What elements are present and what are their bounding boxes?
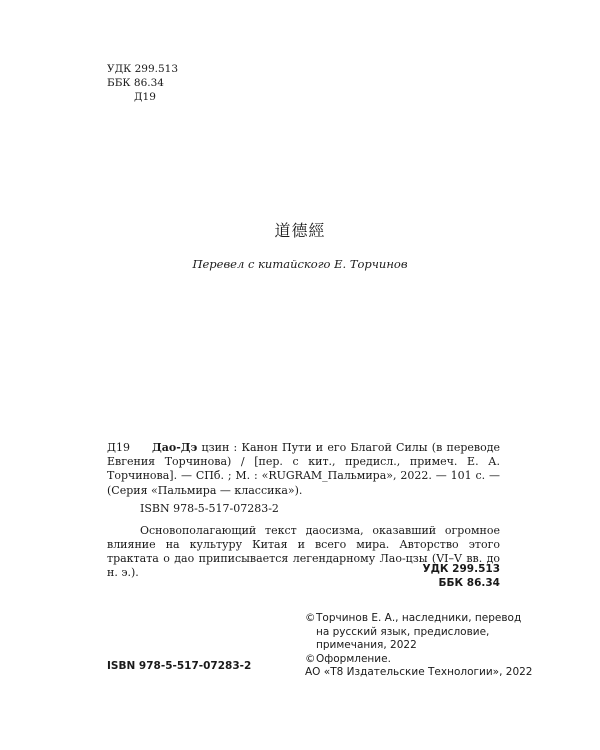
classification-block	[107, 62, 178, 104]
copyright-line-design	[305, 653, 505, 667]
copyright-text: Торчинов Е. А., наследники, перевод	[316, 612, 522, 624]
copyright-line-translation	[305, 612, 522, 626]
annotation: Основополагающий текст даосизма, оказавший огромное влияние на культуру Китая и всего мира. Авторство этого трактата о дао приписывается легендарному Лао-цзы (VI–V вв. до н. э.).	[107, 524, 500, 579]
translator-credit: Перевел с китайского Е. Торчинов	[192, 257, 408, 271]
catalog-bbk: ББК 86.34	[438, 576, 500, 589]
catalog-author: Дао-Дэ	[152, 441, 198, 454]
copyright-publisher: АО «Т8 Издательские Технологии», 2022	[305, 666, 533, 678]
copyright-continuation: примечания, 2022	[316, 639, 417, 651]
catalog-record	[107, 441, 500, 498]
author-mark: Д19	[134, 91, 156, 103]
copyright-block	[305, 612, 533, 680]
catalog-code: Д19	[107, 441, 130, 454]
copyright-text: Оформление.	[316, 652, 391, 665]
copyright-symbol: ©	[305, 652, 316, 665]
catalog-description: цзин : Канон Пути и его Благой Силы (в переводе Евгения Торчинова) / [пер. с кит., предисл., примеч. Е. А. Торчинова]. — СПб. ; М. : «RUGRAM_Пальмира», 2022. — 101 с. — (Серия «Пальмира — классика»).	[107, 441, 500, 497]
udk-code: УДК 299.513	[107, 63, 179, 75]
copyright-symbol: ©	[305, 612, 316, 624]
bbk-code: ББК 86.34	[107, 77, 164, 89]
copyright-continuation: на русский язык, предисловие,	[316, 625, 490, 638]
catalog-entry	[107, 441, 500, 498]
catalog-udk: УДК 299.513	[422, 563, 500, 575]
footer-isbn: ISBN 978-5-517-07283-2	[107, 660, 252, 672]
chinese-title: 道德經	[274, 221, 326, 240]
catalog-classification	[390, 563, 500, 590]
catalog-isbn: ISBN 978-5-517-07283-2	[140, 502, 279, 515]
